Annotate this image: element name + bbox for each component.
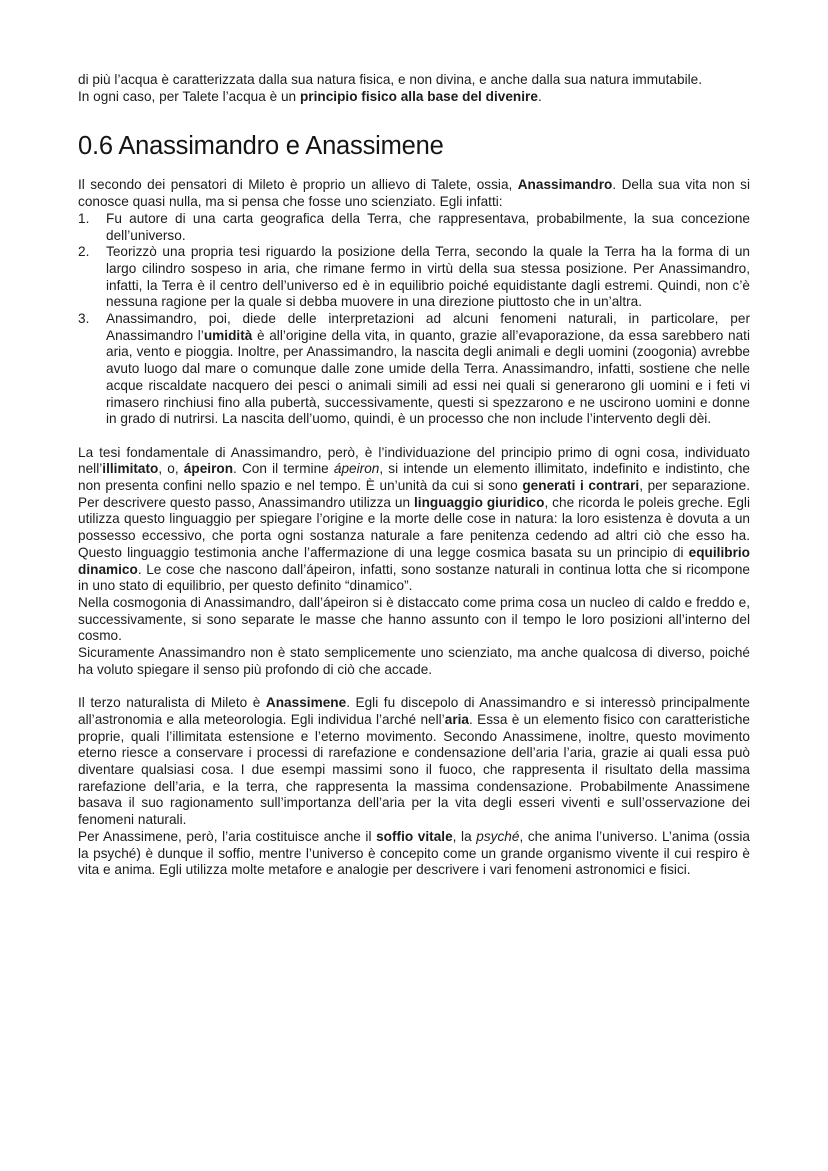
apeiron-text-f: , che ricorda le poleis greche. Egli utilizza questo linguaggio per spiegare l’origine e la morte delle cose in natura: la loro esistenza è dovuta a un possesso eccessivo, che porta ogni sostanza naturale a fare penitenza cedendo ad altri ciò che esso ha. Questo linguaggio testimonia anche l’affermazione di una legge cosmica basata su un principio di: [78, 494, 750, 560]
emphasis-apeiron: ápeiron: [183, 461, 234, 477]
list-item-marker: 3.: [78, 311, 90, 327]
paragraph-text: di più l’acqua è caratterizzata dalla sua natura fisica, e non divina, e anche dalla sua natura immutabile.: [78, 72, 703, 87]
emphasis-anassimene: Anassimene: [265, 695, 347, 711]
list-item-text-a: Anassimandro, poi, diede delle interpretazioni ad alcuni fenomeni naturali, in particolare, per Anassimandro l’: [106, 311, 750, 343]
spacer: [78, 428, 750, 445]
emphasis-aria: aria: [444, 711, 470, 727]
emphasis-umidita: umidità: [203, 327, 253, 343]
apeiron-text-d: , si intende un elemento illimitato, indefinito e indistinto, che non presenta confini nello spazio e nel tempo. È un’unità da cui si sono: [78, 461, 750, 494]
spacer: [78, 161, 750, 177]
emphasis-principio-fisico: principio fisico alla base del divenire: [299, 88, 538, 104]
page-content: [78, 72, 750, 879]
intro-text-tail: . Della sua vita non si conosce quasi nulla, ma si pensa che fosse uno scienziato. Egli infatti:: [78, 177, 750, 210]
paragraph-psyche: [78, 829, 750, 879]
apeiron-text-e: , per separazione. Per descrivere questo passo, Anassimandro utilizza un: [78, 478, 750, 510]
italic-psyche: psyché: [476, 828, 520, 844]
anassimene-text-b: . Egli fu discepolo di Anassimandro e si interessò principalmente all’astronomia e alla meteorologia. Egli individua l’arché nell’: [78, 695, 750, 727]
list-item-text: Teorizzò una propria tesi riguardo la posizione della Terra, secondo la quale la Terra ha la forma di un largo cilindro sospeso in aria, che rimane fermo in virtù della sua stessa posizione. Per Anassimandro, infatti, la Terra è il centro dell’universo ed è in equilibrio poiché equidistante dagli estremi. Quindi, non c’è nessuna ragione per la quale si debba muovere in una direzione piuttosto che in un’altra.: [106, 244, 750, 310]
list-item-marker: 1.: [78, 210, 90, 226]
paragraph-talete-principio: [78, 89, 750, 106]
spacer: [78, 678, 750, 695]
paragraph-continuation-acqua: [78, 72, 750, 89]
emphasis-anassimandro: Anassimandro: [517, 177, 613, 193]
paragraph-text-lead: In ogni caso, per Talete l’acqua è un: [78, 88, 300, 104]
psyche-text-c: , che anima l’universo. L’anima (ossia la psyché) è dunque il soffio, mentre l’universo è concepito come un grande organismo vivente il cui respiro è vita e anima. Egli utilizza molte metafore e analogie per descrivere i vari fenomeni astronomici e fisici.: [78, 828, 751, 878]
paragraph-cosmogonia: [78, 595, 750, 645]
section-heading: 0.6 Anassimandro e Anassimene: [78, 132, 444, 161]
spacer: [78, 105, 750, 131]
apeiron-text-g: . Le cose che nascono dall’ápeiron, infatti, sono sostanze naturali in continua lotta che si ricompone in uno stato di equilibrio, per questo definito “dinamico”.: [78, 561, 750, 594]
emphasis-generati-i-contrari: generati i contrari: [522, 478, 640, 494]
list-item-marker: 2.: [78, 244, 90, 260]
psyche-text-a: Per Anassimene, però, l’aria costituisce anche il: [78, 828, 377, 844]
anassimene-text-a: Il terzo naturalista di Mileto è: [78, 695, 266, 711]
emphasis-linguaggio-giuridico: linguaggio giuridico: [414, 494, 545, 510]
list-item-text-b: è all’origine della vita, in quanto, grazie all’evaporazione, da essa sarebbero nati aria, vento e pioggia. Inoltre, per Anassimandro, la nascita degli animali e degli uomini (zoogonia) avrebbe avuto luogo dal mare o comunque dalle zone umide della Terra. Anassimandro, infatti, sostiene che nelle acque riscaldate nacquero dei pesci o animali simili ad essi nei quali si generarono gli uomini e i feti vi rimasero rinchiusi fino alla pubertà, successivamente, questi si spezzarono e ne uscirono uomini e donne in grado di nutrirsi. La nascita dell’uomo, quindi, è un processo che non include l’intervento degli dèi.: [106, 327, 750, 427]
paragraph-sicuramente: [78, 645, 750, 678]
apeiron-text-b: , o,: [158, 461, 184, 477]
anassimene-text-c: . Essa è un elemento fisico con caratteristiche proprie, quali l’illimitata estensione e l’eterno movimento. Secondo Anassimene, inoltre, questo movimento eterno riesce a conservare i processi di rarefazione e condensazione dell’aria l’aria, grazie ai quali essa può diventare qualsiasi cosa. I due esempi massimi sono il fuoco, che rappresenta il risultato della massima rarefazione dell’aria, e la terra, che rappresenta la massima condensazione. Probabilmente Anassimene basava il suo ragionamento sull’importanza dell’aria per la vita degli esseri viventi e sull’osservazione dei fenomeni naturali.: [78, 711, 750, 828]
list-item: [78, 211, 750, 244]
numbered-list: [78, 211, 750, 428]
apeiron-text-a: La tesi fondamentale di Anassimandro, però, è l’individuazione del principio primo di ogni cosa, individuato nell’: [78, 444, 750, 477]
sicuramente-text: Sicuramente Anassimandro non è stato semplicemente uno scienziato, ma anche qualcosa di diverso, poiché ha voluto spiegare il senso più profondo di ciò che accade.: [78, 645, 750, 677]
emphasis-soffio-vitale: soffio vitale: [376, 828, 453, 844]
list-item: [78, 244, 750, 311]
paragraph-apeiron: [78, 445, 750, 595]
cosmogonia-text: Nella cosmogonia di Anassimandro, dall’ápeiron si è distaccato come prima cosa un nucleo di caldo e freddo e, successivamente, si sono separate le masse che hanno assunto con il tempo le loro posizioni all’interno del cosmo.: [78, 594, 750, 644]
italic-apeiron-term: ápeiron: [333, 461, 380, 477]
emphasis-illimitato: illimitato: [102, 461, 159, 477]
list-item: [78, 311, 750, 428]
intro-text-lead: Il secondo dei pensatori di Mileto è proprio un allievo di Talete, ossia,: [78, 177, 518, 193]
paragraph-text-tail: .: [537, 88, 542, 104]
list-item-text: Fu autore di una carta geografica della Terra, che rappresentava, probabilmente, la sua concezione dell’universo.: [106, 210, 750, 243]
paragraph-intro-anassimandro: [78, 177, 750, 210]
psyche-text-b: , la: [452, 828, 477, 844]
paragraph-anassimene: [78, 695, 750, 829]
emphasis-equilibrio-dinamico: equilibrio dinamico: [78, 544, 750, 577]
apeiron-text-c: . Con il termine: [233, 461, 334, 477]
